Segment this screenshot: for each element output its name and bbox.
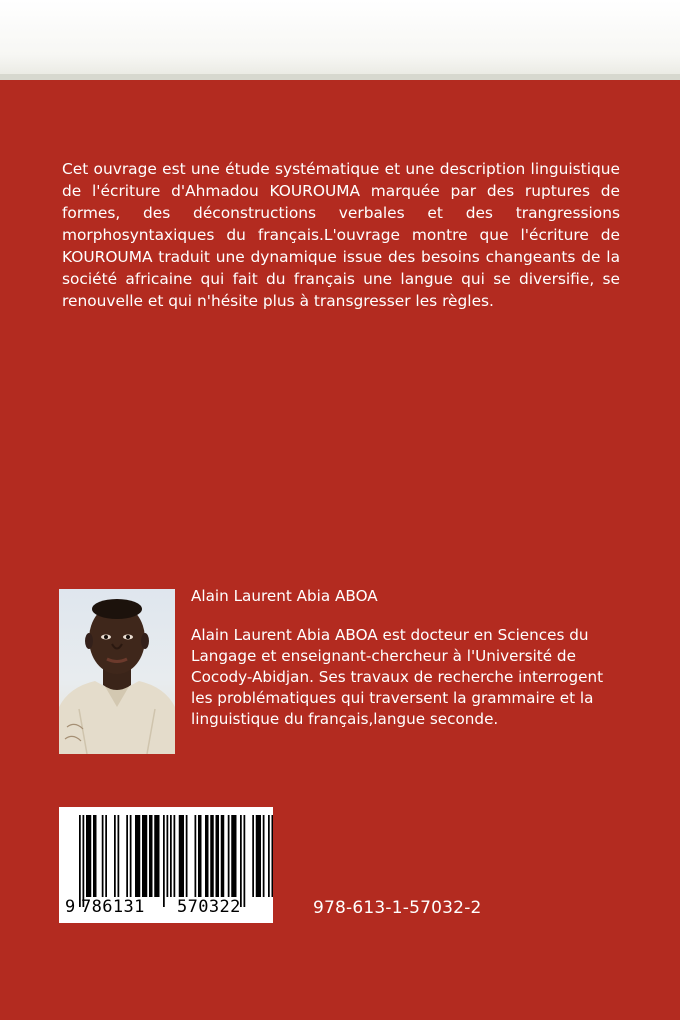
barcode-bar (170, 815, 172, 897)
barcode-bar (126, 815, 128, 897)
isbn-number: 978-613-1-57032-2 (313, 898, 482, 918)
barcode-bar (167, 815, 169, 897)
barcode-bar (118, 815, 120, 897)
barcode-bar (83, 815, 85, 907)
barcode-bar (221, 815, 225, 897)
barcode-bar (142, 815, 147, 897)
barcode-bar (105, 815, 107, 897)
barcode-bar (256, 815, 261, 897)
barcode-bar (79, 815, 81, 907)
barcode-bar (231, 815, 236, 897)
barcode-bar (86, 815, 91, 897)
barcode-bar (244, 815, 246, 907)
barcode-digits (59, 897, 273, 919)
barcode-bar (154, 815, 159, 897)
isbn-barcode (59, 807, 273, 923)
barcode-bar (186, 815, 188, 897)
barcode-bar (198, 815, 202, 897)
barcode-bar (228, 815, 230, 897)
top-white-band (0, 0, 680, 78)
author-portrait-illustration (59, 589, 175, 754)
barcode-digit-group-2: 570322 (177, 897, 241, 917)
barcode-bar (210, 815, 214, 897)
barcode-bar (205, 815, 209, 897)
barcode-bar (130, 815, 132, 897)
barcode-bar (263, 815, 265, 897)
barcode-bar (149, 815, 153, 897)
barcode-bar (195, 815, 197, 897)
barcode-bar (163, 815, 165, 907)
author-biography: Alain Laurent Abia ABOA est docteur en Sciences du Langage et enseignant-chercheur à l'Université de Cocody-Abidjan. Ses travaux de recherche interrogent les problématiques qui traversent la grammaire et la linguistique du français,langue seconde. (191, 626, 604, 728)
author-photo (59, 589, 175, 754)
barcode-bar (135, 815, 140, 897)
barcode-bar (174, 815, 176, 897)
book-description: Cet ouvrage est une étude systématique et une description linguistique de l'écriture d'Ahmadou KOUROUMA marquée par des ruptures de formes, des déconstructions verbales et des trangressions morphosyntaxiques du français.L'ouvrage montre que l'écriture de KOUROUMA traduit une dynamique issue des besoins changeants de la société africaine qui fait du français une langue qui se diversifie, se renouvelle et qui n'hésite plus à transgresser les règles. (62, 160, 620, 310)
barcode-bar (179, 815, 184, 897)
barcode-bar (272, 815, 274, 897)
barcode-bar (216, 815, 220, 897)
barcode-digit-group-1: 786131 (81, 897, 145, 917)
barcode-bar (240, 815, 242, 907)
author-name: Alain Laurent Abia ABOA (191, 587, 378, 605)
barcode-bar (268, 815, 270, 897)
barcode-bar (252, 815, 254, 897)
barcode-lead-digit: 9 (65, 897, 76, 917)
barcode-bar (114, 815, 116, 897)
barcode-bar (102, 815, 104, 897)
barcode-bar (93, 815, 97, 897)
